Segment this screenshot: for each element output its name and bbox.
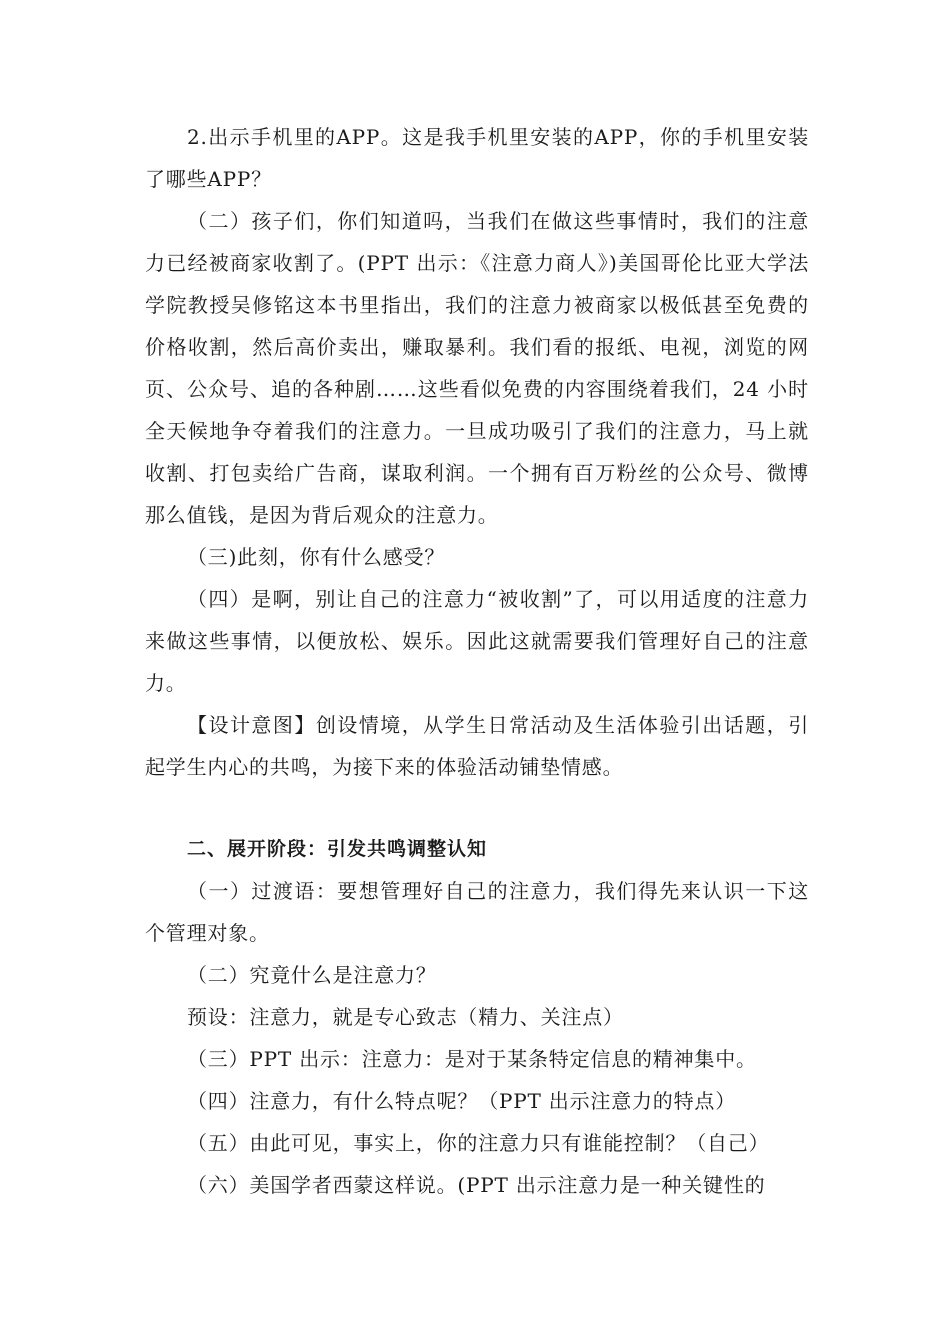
paragraph-design-intent: 【设计意图】创设情境，从学生日常活动及生活体验引出话题，引起学生内心的共鸣，为接下来的体验活动铺垫情感。 <box>145 713 809 779</box>
paragraph-transition: （一）过渡语：要想管理好自己的注意力，我们得先来认识一下这个管理对象。 <box>145 879 809 945</box>
paragraph-who-controls: （五）由此可见，事实上，你的注意力只有谁能控制？（自己） <box>187 1131 770 1155</box>
paragraph-ppt-definition: （三）PPT 出示：注意力：是对于某条特定信息的精神集中。 <box>187 1047 757 1071</box>
paragraph-features-question: （四）注意力，有什么特点呢？（PPT 出示注意力的特点） <box>187 1089 737 1113</box>
paragraph-what-is-attention: （二）究竟什么是注意力？ <box>187 963 437 987</box>
paragraph-simon-quote: （六）美国学者西蒙这样说。(PPT 出示注意力是一种关键性的 <box>187 1173 766 1197</box>
paragraph-manage-attention: （四）是啊，别让自己的注意力“被收割”了，可以用适度的注意力来做这些事情，以便放松、娱乐。因此这就需要我们管理好自己的注意力。 <box>145 587 809 695</box>
paragraph-attention-merchants: （二）孩子们，你们知道吗，当我们在做这些事情时，我们的注意力已经被商家收割了。(PPT 出示：《注意力商人》)美国哥伦比亚大学法学院教授吴修铭这本书里指出，我们的注意力被商家以极低甚至免费的价格收割，然后高价卖出，赚取暴利。我们看的报纸、电视，浏览的网页、公众号、追的各种剧……这些看似免费的内容围绕着我们，24 小时全天候地争夺着我们的注意力。一旦成功吸引了我们的注意力，马上就收割、打包卖给广告商，谋取利润。一个拥有百万粉丝的公众号、微博那么值钱，是因为背后观众的注意力。 <box>145 209 809 527</box>
section-gap <box>145 788 809 828</box>
paragraph-preset-answer: 预设：注意力，就是专心致志（精力、关注点） <box>187 1005 624 1029</box>
paragraph-feeling-question: （三)此刻，你有什么感受？ <box>187 545 446 569</box>
document-body <box>145 116 809 1206</box>
paragraph-app-question: 2.出示手机里的APP。这是我手机里安装的APP，你的手机里安装了哪些APP？ <box>145 125 809 191</box>
section-heading: 二、展开阶段：引发共鸣调整认知 <box>187 838 488 860</box>
